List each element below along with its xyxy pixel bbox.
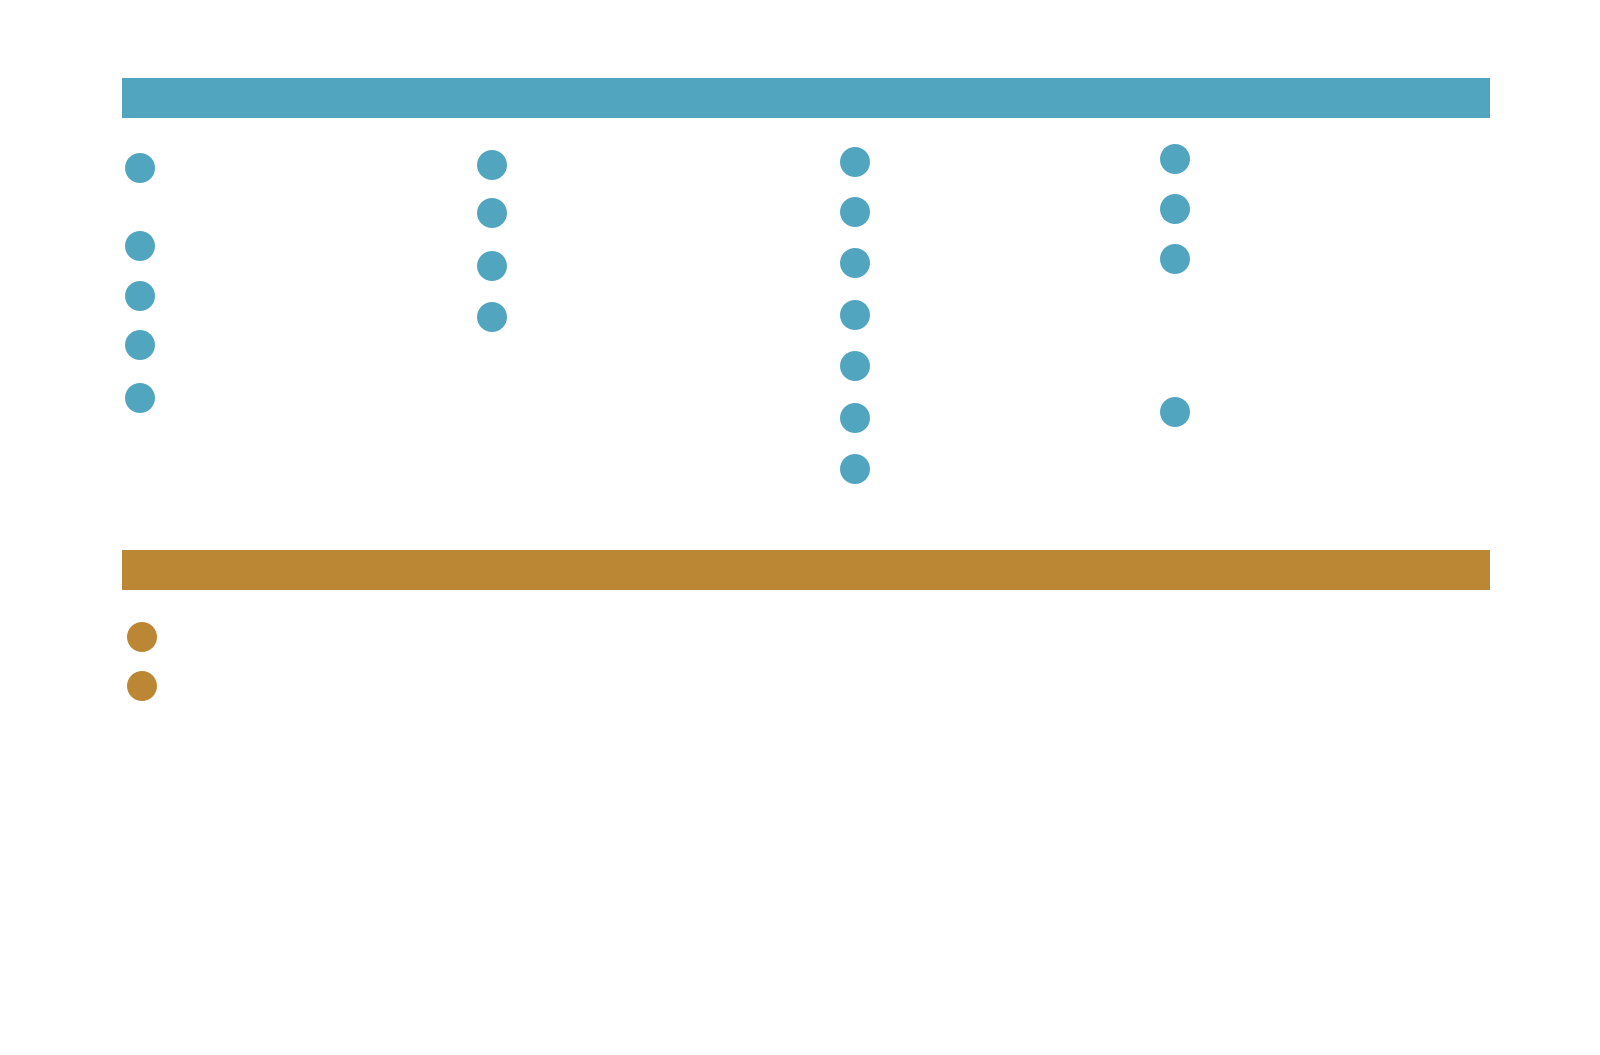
number-badge	[840, 197, 870, 227]
number-badge	[125, 281, 155, 311]
podium-level-header	[122, 550, 1490, 590]
number-badge	[1160, 144, 1190, 174]
number-badge	[477, 198, 507, 228]
number-badge	[477, 251, 507, 281]
number-badge	[840, 403, 870, 433]
number-badge	[840, 248, 870, 278]
number-badge	[125, 153, 155, 183]
number-badge	[125, 330, 155, 360]
number-badge	[127, 671, 157, 701]
number-badge	[840, 300, 870, 330]
number-badge	[125, 231, 155, 261]
number-badge	[477, 150, 507, 180]
number-badge	[1160, 194, 1190, 224]
number-badge	[125, 383, 155, 413]
number-badge	[840, 454, 870, 484]
number-badge	[1160, 244, 1190, 274]
number-badge	[127, 622, 157, 652]
number-badge	[477, 302, 507, 332]
number-badge	[840, 351, 870, 381]
number-badge	[840, 147, 870, 177]
number-badge	[1160, 397, 1190, 427]
basement-level-header	[122, 78, 1490, 118]
